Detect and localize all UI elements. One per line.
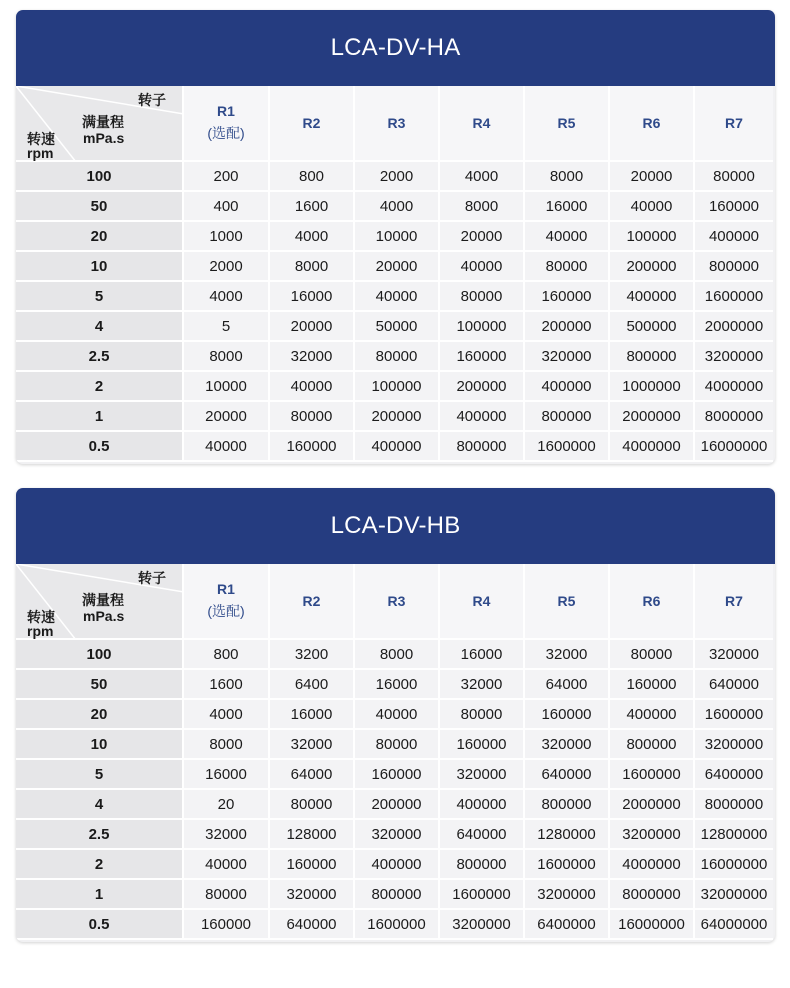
- range-value-cell: 80000: [270, 790, 355, 820]
- speed-row-header: 1: [16, 880, 184, 910]
- range-value-cell: 160000: [355, 760, 440, 790]
- range-value-cell: 400000: [610, 700, 695, 730]
- range-value-cell: 16000000: [695, 432, 773, 462]
- range-value-cell: 6400: [270, 670, 355, 700]
- rotor-name: R7: [725, 115, 743, 131]
- range-value-cell: 6400000: [525, 910, 610, 940]
- speed-row-header: 5: [16, 760, 184, 790]
- range-value-cell: 800000: [355, 880, 440, 910]
- rotor-name: R2: [302, 115, 321, 131]
- range-grid: [16, 564, 775, 940]
- range-value-cell: 40000: [610, 192, 695, 222]
- range-value-cell: 8000: [440, 192, 525, 222]
- range-value-cell: 800000: [440, 850, 525, 880]
- rotor-column-header: [355, 86, 440, 162]
- range-value-cell: 40000: [355, 282, 440, 312]
- range-value-cell: 200000: [610, 252, 695, 282]
- rotor-column-header: [525, 564, 610, 640]
- rotor-column-header: [610, 564, 695, 640]
- range-value-cell: 640000: [525, 760, 610, 790]
- range-value-cell: 8000: [270, 252, 355, 282]
- speed-label: 转速: [27, 609, 55, 625]
- range-value-cell: 160000: [184, 910, 270, 940]
- range-value-cell: 800000: [695, 252, 773, 282]
- range-value-cell: 400000: [525, 372, 610, 402]
- range-value-cell: 80000: [440, 282, 525, 312]
- table-title: LCA-DV-HA: [16, 10, 775, 86]
- range-value-cell: 800000: [525, 402, 610, 432]
- range-value-cell: 64000000: [695, 910, 773, 940]
- range-value-cell: 20000: [355, 252, 440, 282]
- range-value-cell: 32000: [270, 342, 355, 372]
- speed-row-header: 1: [16, 402, 184, 432]
- speed-row-header: 0.5: [16, 910, 184, 940]
- speed-row-header: 50: [16, 192, 184, 222]
- range-value-cell: 16000: [270, 700, 355, 730]
- range-value-cell: 20000: [610, 162, 695, 192]
- range-value-cell: 800: [270, 162, 355, 192]
- rotor-column-header: [610, 86, 695, 162]
- rotor-name: R6: [642, 115, 661, 131]
- rotor-note: (选配): [207, 125, 245, 141]
- rotor-name: R4: [472, 593, 491, 609]
- range-value-cell: 160000: [270, 432, 355, 462]
- range-value-cell: 200000: [355, 790, 440, 820]
- range-value-cell: 16000000: [695, 850, 773, 880]
- range-value-cell: 1600000: [695, 700, 773, 730]
- speed-row-header: 2.5: [16, 820, 184, 850]
- rotor-column-header: [525, 86, 610, 162]
- speed-row-header: 5: [16, 282, 184, 312]
- range-value-cell: 4000000: [610, 432, 695, 462]
- speed-row-header: 4: [16, 790, 184, 820]
- range-value-cell: 8000000: [695, 402, 773, 432]
- corner-header: [16, 86, 184, 162]
- rotor-column-header: [695, 86, 773, 162]
- rotor-column-header: [440, 86, 525, 162]
- range-value-cell: 320000: [440, 760, 525, 790]
- range-value-cell: 32000000: [695, 880, 773, 910]
- range-value-cell: 640000: [440, 820, 525, 850]
- range-value-cell: 4000: [184, 282, 270, 312]
- range-value-cell: 800000: [525, 790, 610, 820]
- range-value-cell: 10000: [184, 372, 270, 402]
- range-value-cell: 1000: [184, 222, 270, 252]
- range-value-cell: 3200: [270, 640, 355, 670]
- range-value-cell: 3200000: [695, 342, 773, 372]
- rotor-name: R3: [387, 115, 406, 131]
- range-value-cell: 20: [184, 790, 270, 820]
- range-value-cell: 80000: [610, 640, 695, 670]
- speed-row-header: 100: [16, 162, 184, 192]
- range-value-cell: 8000: [355, 640, 440, 670]
- rotor-name: R1: [217, 581, 235, 597]
- range-value-cell: 640000: [270, 910, 355, 940]
- range-value-cell: 800000: [440, 432, 525, 462]
- range-value-cell: 800000: [610, 730, 695, 760]
- rotor-name: R2: [302, 593, 321, 609]
- range-value-cell: 4000: [270, 222, 355, 252]
- range-value-cell: 100000: [440, 312, 525, 342]
- range-value-cell: 5: [184, 312, 270, 342]
- range-label: 满量程: [82, 114, 124, 130]
- range-value-cell: 200: [184, 162, 270, 192]
- range-value-cell: 16000: [184, 760, 270, 790]
- range-unit: mPa.s: [83, 130, 125, 146]
- range-value-cell: 8000: [184, 342, 270, 372]
- range-value-cell: 80000: [184, 880, 270, 910]
- speed-row-header: 50: [16, 670, 184, 700]
- speed-unit: rpm: [27, 145, 54, 161]
- range-value-cell: 80000: [355, 730, 440, 760]
- range-value-cell: 160000: [270, 850, 355, 880]
- range-value-cell: 100000: [610, 222, 695, 252]
- range-value-cell: 200000: [355, 402, 440, 432]
- rotor-name: R7: [725, 593, 743, 609]
- range-value-cell: 20000: [270, 312, 355, 342]
- rotor-note: (选配): [207, 603, 245, 619]
- rotor-label: 转子: [138, 92, 166, 108]
- speed-label: 转速: [27, 131, 55, 147]
- rotor-column-header: [184, 564, 270, 640]
- range-value-cell: 80000: [440, 700, 525, 730]
- speed-unit: rpm: [27, 623, 54, 639]
- range-value-cell: 80000: [355, 342, 440, 372]
- range-value-cell: 400000: [440, 790, 525, 820]
- range-grid: [16, 86, 775, 462]
- range-value-cell: 50000: [355, 312, 440, 342]
- range-value-cell: 2000: [355, 162, 440, 192]
- range-value-cell: 160000: [610, 670, 695, 700]
- range-value-cell: 1600000: [695, 282, 773, 312]
- rotor-column-header: [355, 564, 440, 640]
- range-value-cell: 400000: [440, 402, 525, 432]
- range-value-cell: 320000: [695, 640, 773, 670]
- range-value-cell: 40000: [270, 372, 355, 402]
- speed-row-header: 20: [16, 700, 184, 730]
- viscosity-range-table: [16, 10, 775, 464]
- range-value-cell: 16000: [440, 640, 525, 670]
- range-value-cell: 32000: [440, 670, 525, 700]
- range-value-cell: 400: [184, 192, 270, 222]
- range-value-cell: 128000: [270, 820, 355, 850]
- rotor-column-header: [184, 86, 270, 162]
- range-value-cell: 160000: [525, 282, 610, 312]
- range-value-cell: 16000: [355, 670, 440, 700]
- range-value-cell: 4000: [440, 162, 525, 192]
- range-value-cell: 8000: [184, 730, 270, 760]
- rotor-column-header: [440, 564, 525, 640]
- range-value-cell: 6400000: [695, 760, 773, 790]
- speed-row-header: 10: [16, 730, 184, 760]
- range-value-cell: 10000: [355, 222, 440, 252]
- range-value-cell: 640000: [695, 670, 773, 700]
- range-value-cell: 4000: [355, 192, 440, 222]
- range-value-cell: 400000: [355, 850, 440, 880]
- corner-header: [16, 564, 184, 640]
- range-value-cell: 12800000: [695, 820, 773, 850]
- range-label: 满量程: [82, 592, 124, 608]
- range-value-cell: 3200000: [525, 880, 610, 910]
- range-value-cell: 320000: [525, 730, 610, 760]
- range-value-cell: 800000: [610, 342, 695, 372]
- range-value-cell: 20000: [184, 402, 270, 432]
- range-value-cell: 1600000: [525, 432, 610, 462]
- range-unit: mPa.s: [83, 608, 125, 624]
- range-value-cell: 16000: [270, 282, 355, 312]
- range-value-cell: 1600000: [610, 760, 695, 790]
- range-value-cell: 3200000: [440, 910, 525, 940]
- range-value-cell: 32000: [184, 820, 270, 850]
- range-value-cell: 1600000: [355, 910, 440, 940]
- rotor-column-header: [270, 564, 355, 640]
- range-value-cell: 1280000: [525, 820, 610, 850]
- range-value-cell: 800: [184, 640, 270, 670]
- speed-row-header: 2.5: [16, 342, 184, 372]
- range-value-cell: 8000: [525, 162, 610, 192]
- range-value-cell: 40000: [184, 432, 270, 462]
- range-value-cell: 40000: [355, 700, 440, 730]
- speed-row-header: 10: [16, 252, 184, 282]
- range-value-cell: 4000000: [695, 372, 773, 402]
- speed-row-header: 4: [16, 312, 184, 342]
- range-value-cell: 4000000: [610, 850, 695, 880]
- viscosity-range-table: [16, 488, 775, 942]
- range-value-cell: 160000: [525, 700, 610, 730]
- range-value-cell: 500000: [610, 312, 695, 342]
- range-value-cell: 1600: [270, 192, 355, 222]
- range-value-cell: 400000: [695, 222, 773, 252]
- range-value-cell: 32000: [525, 640, 610, 670]
- range-value-cell: 160000: [440, 730, 525, 760]
- speed-row-header: 2: [16, 850, 184, 880]
- range-value-cell: 1600000: [525, 850, 610, 880]
- rotor-column-header: [270, 86, 355, 162]
- range-value-cell: 320000: [270, 880, 355, 910]
- range-value-cell: 16000: [525, 192, 610, 222]
- rotor-column-header: [695, 564, 773, 640]
- rotor-label: 转子: [138, 570, 166, 586]
- range-value-cell: 40000: [440, 252, 525, 282]
- range-value-cell: 4000: [184, 700, 270, 730]
- speed-row-header: 100: [16, 640, 184, 670]
- range-value-cell: 320000: [355, 820, 440, 850]
- rotor-name: R1: [217, 103, 235, 119]
- range-value-cell: 32000: [270, 730, 355, 760]
- range-value-cell: 400000: [355, 432, 440, 462]
- range-value-cell: 2000000: [695, 312, 773, 342]
- range-value-cell: 160000: [440, 342, 525, 372]
- range-value-cell: 400000: [610, 282, 695, 312]
- speed-row-header: 2: [16, 372, 184, 402]
- range-value-cell: 100000: [355, 372, 440, 402]
- range-value-cell: 2000000: [610, 402, 695, 432]
- range-value-cell: 2000: [184, 252, 270, 282]
- range-value-cell: 3200000: [610, 820, 695, 850]
- range-value-cell: 20000: [440, 222, 525, 252]
- range-value-cell: 200000: [440, 372, 525, 402]
- range-value-cell: 1600000: [440, 880, 525, 910]
- range-value-cell: 1600: [184, 670, 270, 700]
- range-value-cell: 1000000: [610, 372, 695, 402]
- rotor-name: R5: [557, 593, 576, 609]
- range-value-cell: 40000: [525, 222, 610, 252]
- range-value-cell: 64000: [270, 760, 355, 790]
- range-value-cell: 200000: [525, 312, 610, 342]
- range-value-cell: 160000: [695, 192, 773, 222]
- range-value-cell: 16000000: [610, 910, 695, 940]
- speed-row-header: 20: [16, 222, 184, 252]
- rotor-name: R5: [557, 115, 576, 131]
- range-value-cell: 8000000: [695, 790, 773, 820]
- range-value-cell: 80000: [270, 402, 355, 432]
- speed-row-header: 0.5: [16, 432, 184, 462]
- table-title: LCA-DV-HB: [16, 488, 775, 564]
- rotor-name: R4: [472, 115, 491, 131]
- range-value-cell: 80000: [525, 252, 610, 282]
- range-value-cell: 80000: [695, 162, 773, 192]
- range-value-cell: 320000: [525, 342, 610, 372]
- range-value-cell: 40000: [184, 850, 270, 880]
- range-value-cell: 64000: [525, 670, 610, 700]
- rotor-name: R6: [642, 593, 661, 609]
- range-value-cell: 8000000: [610, 880, 695, 910]
- range-value-cell: 2000000: [610, 790, 695, 820]
- range-value-cell: 3200000: [695, 730, 773, 760]
- rotor-name: R3: [387, 593, 406, 609]
